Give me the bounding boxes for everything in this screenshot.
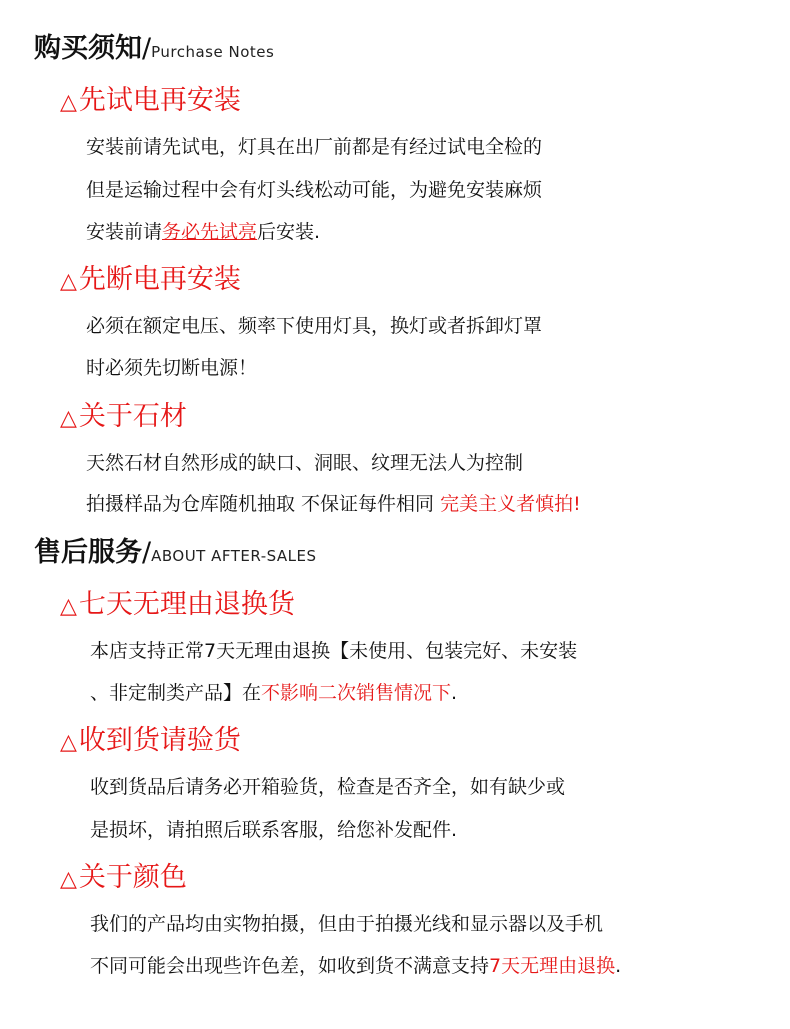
paragraph-line: 本店支持正常7天无理由退换【未使用、包装完好、未安装: [90, 640, 578, 662]
highlight-text: 务必先试亮: [162, 221, 258, 243]
after-sales-heading: [34, 530, 317, 569]
section-title: 七天无理由退换货: [78, 589, 295, 620]
section-title: 收到货请验货: [78, 725, 241, 756]
paragraph-line: 我们的产品均由实物拍摄，但由于拍摄光线和显示器以及手机: [90, 913, 604, 935]
text-span: .: [615, 955, 622, 977]
warning-triangle-icon: △: [60, 90, 77, 115]
text-span: 安装前请: [86, 221, 163, 243]
paragraph-line: [86, 489, 581, 516]
paragraph-line: [90, 678, 457, 705]
section-heading-color: [60, 855, 187, 894]
paragraph-line: 时必须先切断电源！: [86, 357, 258, 379]
heading-slash: /: [142, 537, 152, 568]
warning-triangle-icon: △: [60, 730, 77, 755]
section-heading-inspect: [60, 718, 241, 757]
paragraph-line: 安装前请先试电，灯具在出厂前都是有经过试电全检的: [86, 136, 543, 158]
paragraph-line: [86, 217, 320, 244]
heading-slash: /: [142, 33, 152, 64]
text-span: 不同可能会出现些许色差，如收到货不满意支持: [90, 955, 490, 977]
text-span: 后安装.: [257, 221, 321, 243]
section-heading-test-power: [60, 78, 241, 117]
section-heading-power-off: [60, 257, 241, 296]
paragraph-line: 天然石材自然形成的缺口、洞眼、纹理无法人为控制: [86, 452, 524, 474]
highlight-text: 7天无理由退换: [489, 955, 616, 977]
heading-zh: 售后服务: [34, 537, 142, 568]
section-heading-seven-day-return: [60, 582, 295, 621]
heading-en: ABOUT AFTER-SALES: [151, 547, 317, 565]
paragraph-line: 收到货品后请务必开箱验货，检查是否齐全，如有缺少或: [90, 776, 566, 798]
section-heading-stone: [60, 394, 187, 433]
section-title: 先断电再安装: [78, 264, 241, 295]
warning-triangle-icon: △: [60, 594, 77, 619]
section-title: 关于颜色: [78, 862, 187, 893]
text-span: 拍摄样品为仓库随机抽取 不保证每件相同: [86, 493, 441, 515]
warning-triangle-icon: △: [60, 406, 77, 431]
paragraph-line: 但是运输过程中会有灯头线松动可能，为避免安装麻烦: [86, 179, 543, 201]
text-span: .: [451, 682, 458, 704]
purchase-notes-heading: [34, 26, 274, 65]
text-span: 、非定制类产品】在: [90, 682, 262, 704]
paragraph-line: 是损坏，请拍照后联系客服，给您补发配件.: [90, 819, 458, 841]
paragraph-line: 必须在额定电压、频率下使用灯具，换灯或者拆卸灯罩: [86, 315, 543, 337]
warning-triangle-icon: △: [60, 867, 77, 892]
paragraph-line: [90, 951, 621, 978]
section-title: 先试电再安装: [78, 85, 241, 116]
highlight-text: 完美主义者慎拍!: [440, 493, 581, 515]
section-title: 关于石材: [78, 401, 187, 432]
warning-triangle-icon: △: [60, 269, 77, 294]
heading-zh: 购买须知: [34, 33, 142, 64]
highlight-text: 不影响二次销售情况下: [261, 682, 452, 704]
heading-en: Purchase Notes: [151, 43, 275, 61]
